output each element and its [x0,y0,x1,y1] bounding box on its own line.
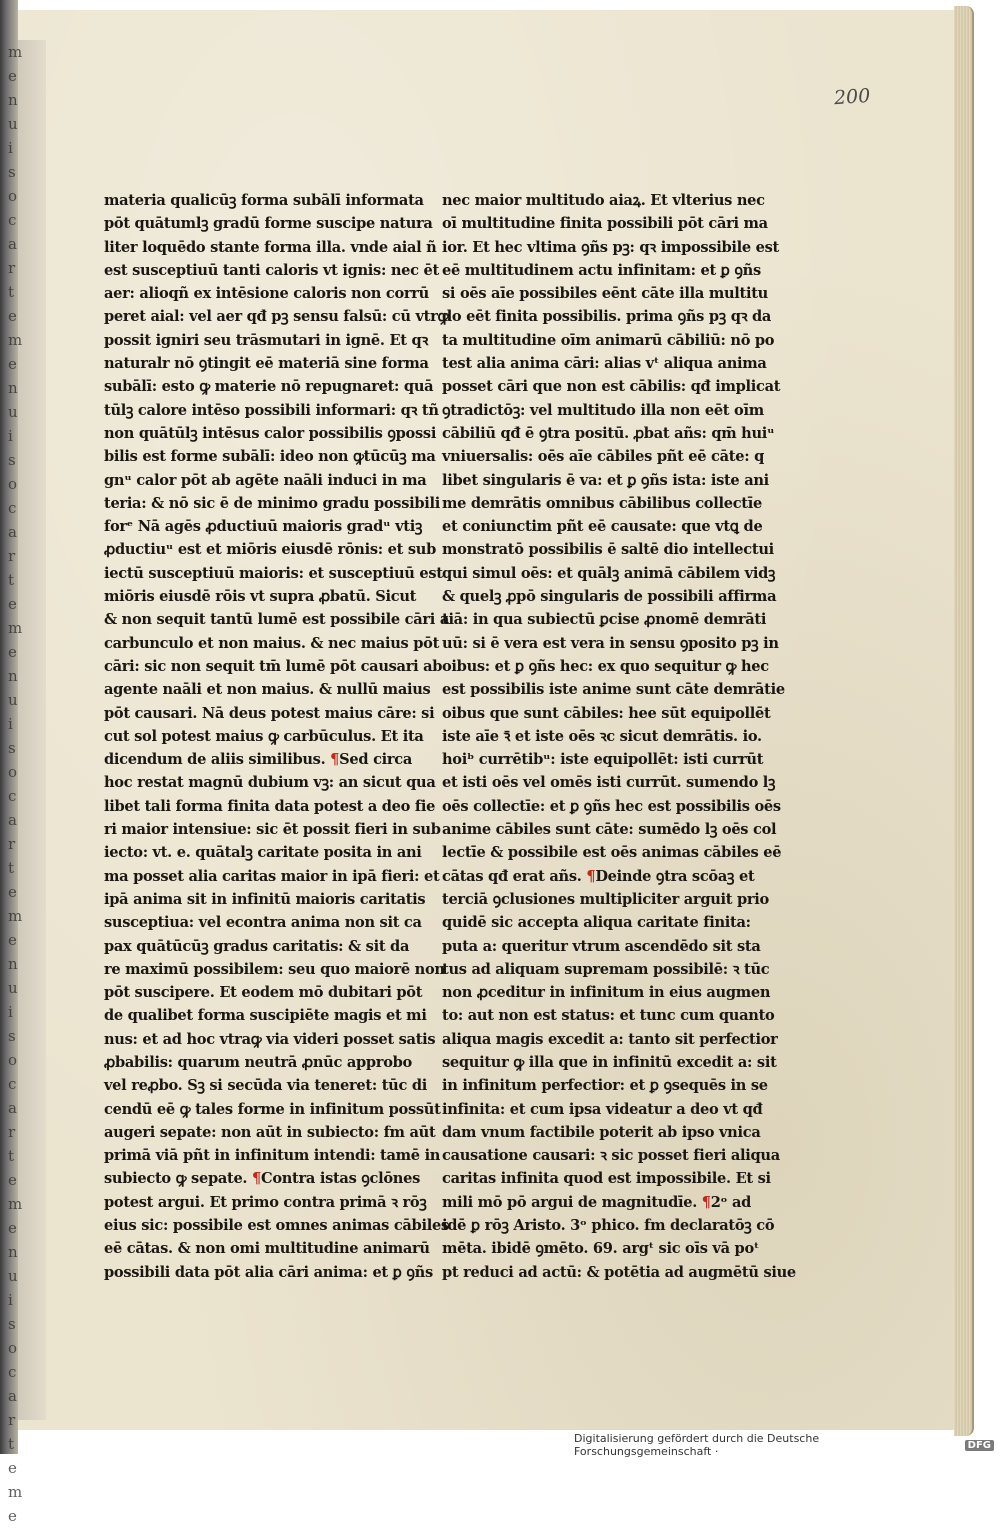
right-column-line: cātas qđ erat añs. ¶Deinde ꝯtra scōaꝫ et [442,867,755,885]
left-column-line: ipā anima sit in infinitū maioris caritatis [104,890,426,908]
left-column-line: hoc restat magnū dubium vꝫ: an sicut qua [104,774,436,792]
left-column-line: ꝓductiuᵘ est et miōris eiusdē rōnis: et sub [104,541,436,559]
left-column-line: susceptiua: vel econtra anima non sit ca [104,914,422,932]
left-column-line: subālī: esto ꝙ materie nō repugnaret: quā [104,378,434,396]
left-column-line: tūlꝫ calore intēso possibili informari: qꝛ tñ [104,401,439,419]
left-column-line: pōt quātumlꝫ gradū forme suscipe natura [104,215,433,233]
left-column-line: eius sic: possibile est omnes animas cābiles [104,1217,449,1235]
left-column-line: pōt causari. Nā deus potest maius cāre: si [104,704,435,722]
left-column-line: gnᵘ calor pōt ab agēte naāli induci in ma [104,471,427,489]
left-column-line: primā viā pñt in infinitum intendi: tamē in [104,1147,441,1165]
left-column-line: & non sequit tantū lumē est possibile cāri a [104,611,449,629]
left-column-line: pax quātūcūꝫ gradus caritatis: & sit da [104,937,410,955]
digitization-credit [574,1432,1000,1458]
left-column-line: aer: alioqñ ex intēsione caloris non corrū [104,285,429,303]
left-column-line: non quātūlꝫ intēsus calor possibilis ꝯpossi [104,424,437,442]
right-column-line: est possibilis iste anime sunt cāte demrātie [442,681,785,699]
left-column-line: eē cātas. & non omi multitudine animarū [104,1240,430,1258]
paragraph-mark: ¶ [586,867,596,885]
right-column-line: aliqua magis excedit a: tanto sit perfectior [442,1030,778,1048]
right-column-line: et isti oēs vel omēs isti currūt. sumendo lꝫ [442,774,776,792]
right-column-line: & quelꝫ ꝓpō singularis de possibili affirma [442,588,777,606]
facing-page-edge: m e n u i s o c a r t e m e n u i s o c a r t e m e n u i s o c a r t e m e n u i s o c a r t e m e n u i s o c a r t e m e [18,40,46,1420]
left-column-line: possit igniri seu trāsmutari in ignē. Et qꝛ [104,331,429,349]
folio-number: 200 [833,84,871,110]
left-column-line: vel reꝓbo. Sꝫ si secūda via teneret: tūc di [104,1077,427,1095]
left-column-line: potest argui. Et primo contra primā ꝛ rōꝫ [104,1193,427,1211]
right-column-line: si oēs aīe possibiles eēnt cāte illa multitu [442,285,768,303]
dfg-logo: DFG [965,1440,994,1451]
left-column-line: carbunculo et non maius. & nec maius pōt [104,634,440,652]
left-column-line: cāri: sic non sequit tm̄ lumē pōt causari ab [104,657,443,675]
paragraph-mark: ¶ [252,1170,261,1188]
left-column-line: subiecto ꝙ sepate. ¶Contra istas ꝯclōnes [104,1170,421,1188]
right-column-line: me demrātis omnibus cābilibus collectīe [442,494,762,512]
left-column-line: iectū susceptiuū maioris: et susceptiuū est [104,564,443,582]
right-column-line: iste aīe ꝛ̄ et iste oēs ꝛc sicut demrātis. io. [442,727,762,745]
right-column-line: to: aut non est status: et tunc cum quanto [442,1007,775,1025]
right-column-line: caritas infinita quod est impossibile. Et si [442,1170,771,1188]
right-column-line: non ꝓceditur in infinitum in eius augmen [442,984,771,1002]
right-column-line: puta a: queritur vtrum ascendēdo sit sta [442,937,761,955]
paragraph-mark: ¶ [330,751,340,769]
right-column-line: oēs collectīe: et ꝑ ꝯñs hec est possibilis oēs [442,797,781,815]
right-column-line: libet singularis ē va: et ꝑ ꝯñs ista: iste ani [442,471,769,489]
right-column-line: mēta. ibidē ꝯmēto. 69. argᵗ sic oīs vā poᵗ [442,1240,759,1258]
right-column-line: causatione causari: ꝛ sic posset fieri aliqua [442,1147,780,1165]
right-column-line: test alia anima cāri: alias vᵗ aliqua anima [442,355,767,373]
right-column-line: ꝯtradictōꝫ: vel multitudo illa non eēt oīm [442,401,764,419]
right-column-line: monstratō possibilis ē saltē dio intellectui [442,541,774,559]
left-column-line: ri maior intensiue: sic ēt possit fieri in sub [104,821,441,839]
right-column-line: terciā ꝯclusiones multipliciter arguit prio [442,890,769,908]
paragraph-mark: ¶ [701,1193,711,1211]
right-column-line: dam vnum factibile poterit ab ipso vnica [442,1123,761,1141]
left-column-line: dicendum de aliis similibus. ¶Sed circa [104,751,413,769]
right-column-line: sequitur ꝙ illa que in infinitū excedit a: sit [442,1053,777,1071]
left-column-line: materia qualicūꝫ forma subālī informata [104,192,424,209]
right-column-line: in infinitum perfectior: et ꝑ ꝯsequēs in se [442,1077,768,1095]
left-column-line: teria: & nō sic ē de minimo gradu possibili [104,494,441,512]
left-column-line: nus: et ad hoc vtraꝙ via videri posset satis [104,1030,436,1048]
right-column-line: qui simul oēs: et quālꝫ animā cābilem vidꝫ [442,564,776,582]
right-column-line: uū: si ē vera est vera in sensu ꝯposito pꝫ in [442,634,779,652]
left-column-line: libet tali forma finita data potest a deo fie [104,797,436,815]
left-column-line: pōt suscipere. Et eodem mō dubitari pōt [104,984,423,1002]
left-column-line: ma posset alia caritas maior in ipā fieri: et [104,867,440,885]
right-column-line: do eēt finita possibilis. prima ꝯñs pꝫ qꝛ da [442,308,772,326]
right-column-line: lectīe & possibile est oēs animas cābiles eē [442,844,782,862]
left-column-line: cut sol potest maius ꝙ carbūculus. Et ita [104,727,424,745]
right-column-line: eē multitudinem actu infinitam: et ꝑ ꝯñs [442,261,761,279]
left-column-line: cendū eē ꝙ tales forme in infinitum possūt [104,1100,441,1118]
right-column-line: infinita: et cum ipsa videatur a deo vt qđ [442,1100,763,1118]
left-column-line: iecto: vt. e. quātalꝫ caritate posita in ani [104,844,422,862]
left-column-line: est susceptiuū tanti caloris vt ignis: nec ēt [104,261,439,279]
right-column-line: quidē sic accepta aliqua caritate finita: [442,914,751,932]
right-column-line: posset cāri que non est cābilis: qđ implicat [442,378,781,396]
right-column-line: et coniunctim pñt eē causate: que vtꝗ de [442,518,763,536]
left-column-line: possibili data pōt alia cāri anima: et ꝑ ꝯñs [104,1263,433,1281]
right-column-line: pt reduci ad actū: & potētia ad augmētū siue [442,1263,796,1281]
right-column-line: tus ad aliquam supremam possibilē: ꝛ tūc [442,960,770,978]
right-column-line: ta multitudine oīm animarū cābiliū: nō po [442,331,775,349]
left-column-line: liter loquēdo stante forma illa. vnde aial ñ [104,238,437,256]
left-column-line: forᵉ Nā agēs ꝓductiuū maioris gradᵘ vtiꝫ [104,518,423,536]
right-column-line: vniuersalis: oēs aīe cābiles pñt eē cāte: q [442,448,764,466]
right-column-line: cābiliū qđ ē ꝯtra positū. ꝓbat añs: qm̄ huiᵘ [442,424,775,442]
left-column-line: ꝓbabilis: quarum neutrā ꝓnūc approbo [104,1053,412,1071]
left-column-line: agente naāli et non maius. & nullū maius [104,681,431,699]
right-column-line: anime cābiles sunt cāte: sumēdo lꝫ oēs col [442,821,777,839]
page-edges [954,6,974,1436]
right-column-line: hoiᵇ currētibᵘ: iste equipollēt: isti currūt [442,751,764,769]
left-column-line: naturalr nō ꝯtingit eē materiā sine forma [104,355,429,373]
credit-text: Digitalisierung gefördert durch die Deutsche Forschungsgemeinschaft · [574,1432,820,1458]
left-column-line: de qualibet forma suscipiēte magis et mi [104,1007,427,1025]
right-column-line: tiā: in qua subiectū ꝑcise ꝓnomē demrāti [442,611,767,629]
right-column-line: nec maior multitudo aiaꝝ. Et vlterius nec [442,192,765,209]
right-column-line: idē ꝑ rōꝫ Aristo. 3ᵒ phico. fm declaratōꝫ cō [442,1217,775,1235]
right-column-line: mili mō pō argui de magnitudīe. ¶2ᵒ ad [442,1193,752,1211]
right-column-line: oī multitudine finita possibili pōt cāri ma [442,215,768,233]
left-column-line: bilis est forme subālī: ideo non ꝙtūcūꝫ ma [104,448,436,466]
left-text-column [104,189,449,1284]
left-column-line: re maximū possibilem: seu quo maiorē non [104,960,445,978]
left-column-line: miōris eiusdē rōis vt supra ꝓbatū. Sicut [104,588,417,606]
right-column-line: oibus: et ꝑ ꝯñs hec: ex quo sequitur ꝙ hec [442,657,769,675]
left-column-line: peret aial: vel aer qđ pꝫ sensu falsū: cū vtrꝙ [104,308,449,326]
right-column-line: oibus que sunt cābiles: hee sūt equipollēt [442,704,771,722]
left-column-line: augeri sepate: non aūt in subiecto: fm aūt [104,1123,436,1141]
right-text-column [442,189,796,1284]
right-column-line: ior. Et hec vltima ꝯñs pꝫ: qꝛ impossibile est [442,238,779,256]
